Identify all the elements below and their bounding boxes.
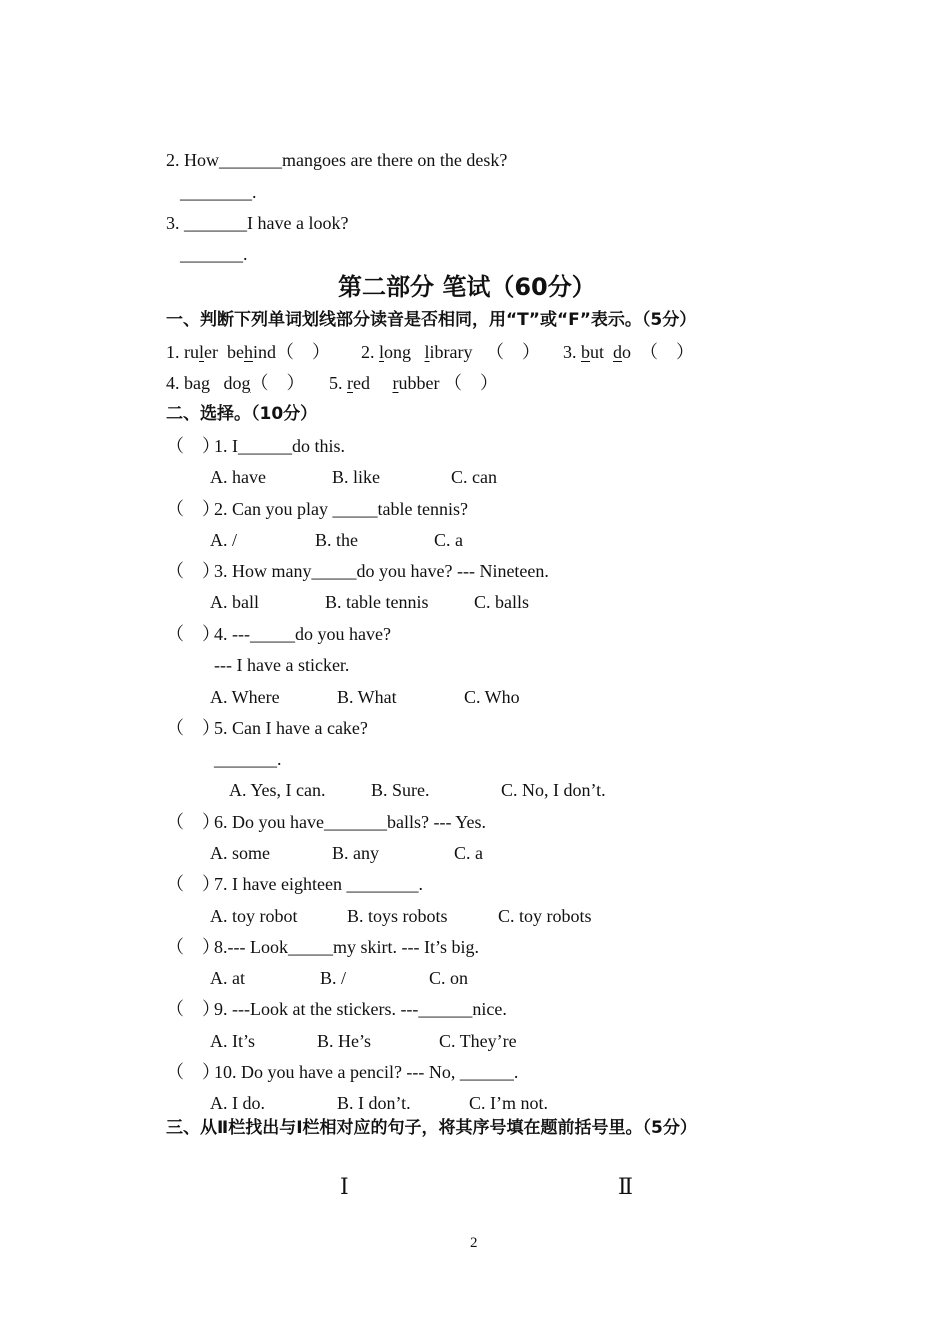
phonics-item-3: [563, 341, 694, 363]
option-c: C. No, I don’t.: [501, 780, 606, 800]
mc-question-9: [166, 998, 507, 1020]
question-text: 8.--- Look_____my skirt. --- It’s big.: [214, 937, 479, 957]
option-a: A. ball: [210, 592, 259, 612]
mc-question-5: [166, 717, 368, 739]
word-text: ut: [590, 342, 614, 362]
option-a: A. Yes, I can.: [229, 780, 326, 800]
question-text: 2. Can you play _____table tennis?: [214, 499, 468, 519]
question-text: 2. How: [166, 150, 219, 170]
answer-bracket: （ ）: [166, 1062, 220, 1082]
heading-score: 5: [650, 310, 663, 330]
word-text: ong: [384, 342, 425, 362]
section-heading-one: [166, 309, 696, 331]
answer-blank: _______: [184, 213, 247, 233]
option-a: A. I do.: [210, 1093, 265, 1113]
option-b: B. What: [337, 687, 397, 707]
word-text: 2.: [361, 342, 379, 362]
word-text: o （ ）: [622, 342, 695, 362]
option-a: A. /: [210, 530, 237, 550]
word-text: 1. ru: [166, 342, 199, 362]
answer-bracket: （ ）: [166, 561, 220, 581]
answer-line: _______.: [180, 244, 248, 264]
answer-bracket: （ ）: [166, 874, 220, 894]
option-a: A. at: [210, 968, 245, 988]
option-a: A. It’s: [210, 1031, 255, 1051]
dialogue-response: --- I have a sticker.: [214, 655, 350, 675]
question-text: I have a look?: [247, 213, 349, 233]
word-text: ed: [353, 373, 393, 393]
answer-bracket: （ ）: [166, 999, 220, 1019]
heading-text: 或: [539, 310, 557, 330]
mc-question-10: [166, 1061, 518, 1083]
word-text: ibrary （ ）: [429, 342, 541, 362]
phonics-item-4: [166, 372, 305, 394]
answer-bracket: （ ）: [166, 812, 220, 832]
answer-line: _______.: [214, 749, 282, 769]
mc-question-2: [166, 498, 468, 520]
word-text: （ ）: [250, 373, 305, 393]
question-text: 7. I have eighteen ________.: [214, 874, 423, 894]
answer-bracket: （ ）: [166, 624, 220, 644]
option-a: A. some: [210, 843, 270, 863]
underlined-letter: g: [241, 373, 251, 393]
heading-text: “F”: [556, 310, 591, 330]
question-text: 4. ---_____do you have?: [214, 624, 391, 644]
option-c: C. toy robots: [498, 906, 592, 926]
column-label-1: Ⅰ: [340, 1174, 349, 1199]
column-label-2: Ⅱ: [618, 1174, 633, 1199]
question-2: [166, 149, 507, 171]
question-text: 6. Do you have_______balls? --- Yes.: [214, 812, 486, 832]
answer-bracket: （ ）: [166, 718, 220, 738]
option-c: C. balls: [474, 592, 530, 612]
word-text: ubber （ ）: [398, 373, 498, 393]
option-c: C. They’re: [439, 1031, 517, 1051]
section-heading-three: [166, 1117, 697, 1139]
underlined-letter: h: [244, 342, 253, 362]
option-c: C. a: [454, 843, 483, 863]
section-heading-two: [166, 403, 317, 425]
mc-question-1: [166, 435, 345, 457]
question-text: 10. Do you have a pencil? --- No, ______.: [214, 1062, 519, 1082]
answer-blank: _______: [219, 150, 282, 170]
heading-text: 三、从Ⅱ栏找出与Ⅰ栏相对应的句子，将其序号填在题前括号里。（: [166, 1118, 652, 1138]
option-b: B. /: [320, 968, 347, 988]
question-text: 1. I______do this.: [214, 436, 346, 456]
heading-score: 10: [259, 404, 284, 424]
heading-text: 二、选择。（: [166, 404, 260, 424]
underlined-letter: l: [424, 342, 430, 362]
option-c: C. a: [434, 530, 463, 550]
option-a: A. Where: [210, 687, 280, 707]
option-b: B. Sure.: [371, 780, 430, 800]
option-b: B. He’s: [317, 1031, 371, 1051]
answer-bracket: （ ）: [166, 436, 220, 456]
option-b: B. like: [332, 467, 380, 487]
mc-question-7: [166, 873, 423, 895]
phonics-item-5: [329, 372, 498, 394]
underlined-letter: r: [392, 373, 399, 393]
question-text: 3.: [166, 213, 184, 233]
phonics-item-2: [361, 341, 540, 363]
question-3: [166, 212, 348, 234]
option-b: B. I don’t.: [337, 1093, 411, 1113]
option-c: C. can: [451, 467, 497, 487]
question-text: 9. ---Look at the stickers. ---______nice.: [214, 999, 507, 1019]
underlined-letter: l: [199, 342, 205, 362]
option-c: C. I’m not.: [469, 1093, 548, 1113]
option-b: B. toys robots: [347, 906, 448, 926]
option-b: B. table tennis: [325, 592, 429, 612]
part-title: 第二部分 笔试（60分）: [338, 273, 596, 301]
word-text: er be: [204, 342, 244, 362]
answer-line: ________.: [180, 182, 257, 202]
heading-text: 分）: [283, 404, 318, 424]
question-text: 5. Can I have a cake?: [214, 718, 368, 738]
answer-bracket: （ ）: [166, 499, 220, 519]
underlined-letter: l: [379, 342, 385, 362]
heading-text: “T”: [506, 310, 540, 330]
question-text: mangoes are there on the desk?: [282, 150, 508, 170]
heading-score: 5: [651, 1118, 663, 1138]
mc-question-3: [166, 560, 549, 582]
option-b: B. any: [332, 843, 379, 863]
option-c: C. Who: [464, 687, 520, 707]
mc-question-4: [166, 623, 391, 645]
phonics-item-1: [166, 341, 330, 363]
word-text: 5.: [329, 373, 347, 393]
word-text: 4. bag do: [166, 373, 242, 393]
heading-text: 表示。（: [590, 310, 651, 330]
option-b: B. the: [315, 530, 358, 550]
underlined-letter: d: [613, 342, 623, 362]
underlined-letter: r: [347, 373, 353, 393]
answer-bracket: （ ）: [166, 937, 220, 957]
option-a: A. have: [210, 467, 266, 487]
mc-question-8: [166, 936, 479, 958]
heading-text: 分）: [662, 310, 697, 330]
question-text: 3. How many_____do you have? --- Nineteen.: [214, 561, 549, 581]
heading-text: 一、判断下列单词划线部分读音是否相同，用: [166, 310, 506, 330]
option-a: A. toy robot: [210, 906, 298, 926]
underlined-letter: b: [581, 342, 590, 362]
option-c: C. on: [429, 968, 469, 988]
mc-question-6: [166, 811, 486, 833]
word-text: 3.: [563, 342, 581, 362]
page-number: 2: [470, 1235, 478, 1251]
word-text: ind（ ）: [253, 342, 331, 362]
heading-text: 分）: [662, 1118, 697, 1138]
